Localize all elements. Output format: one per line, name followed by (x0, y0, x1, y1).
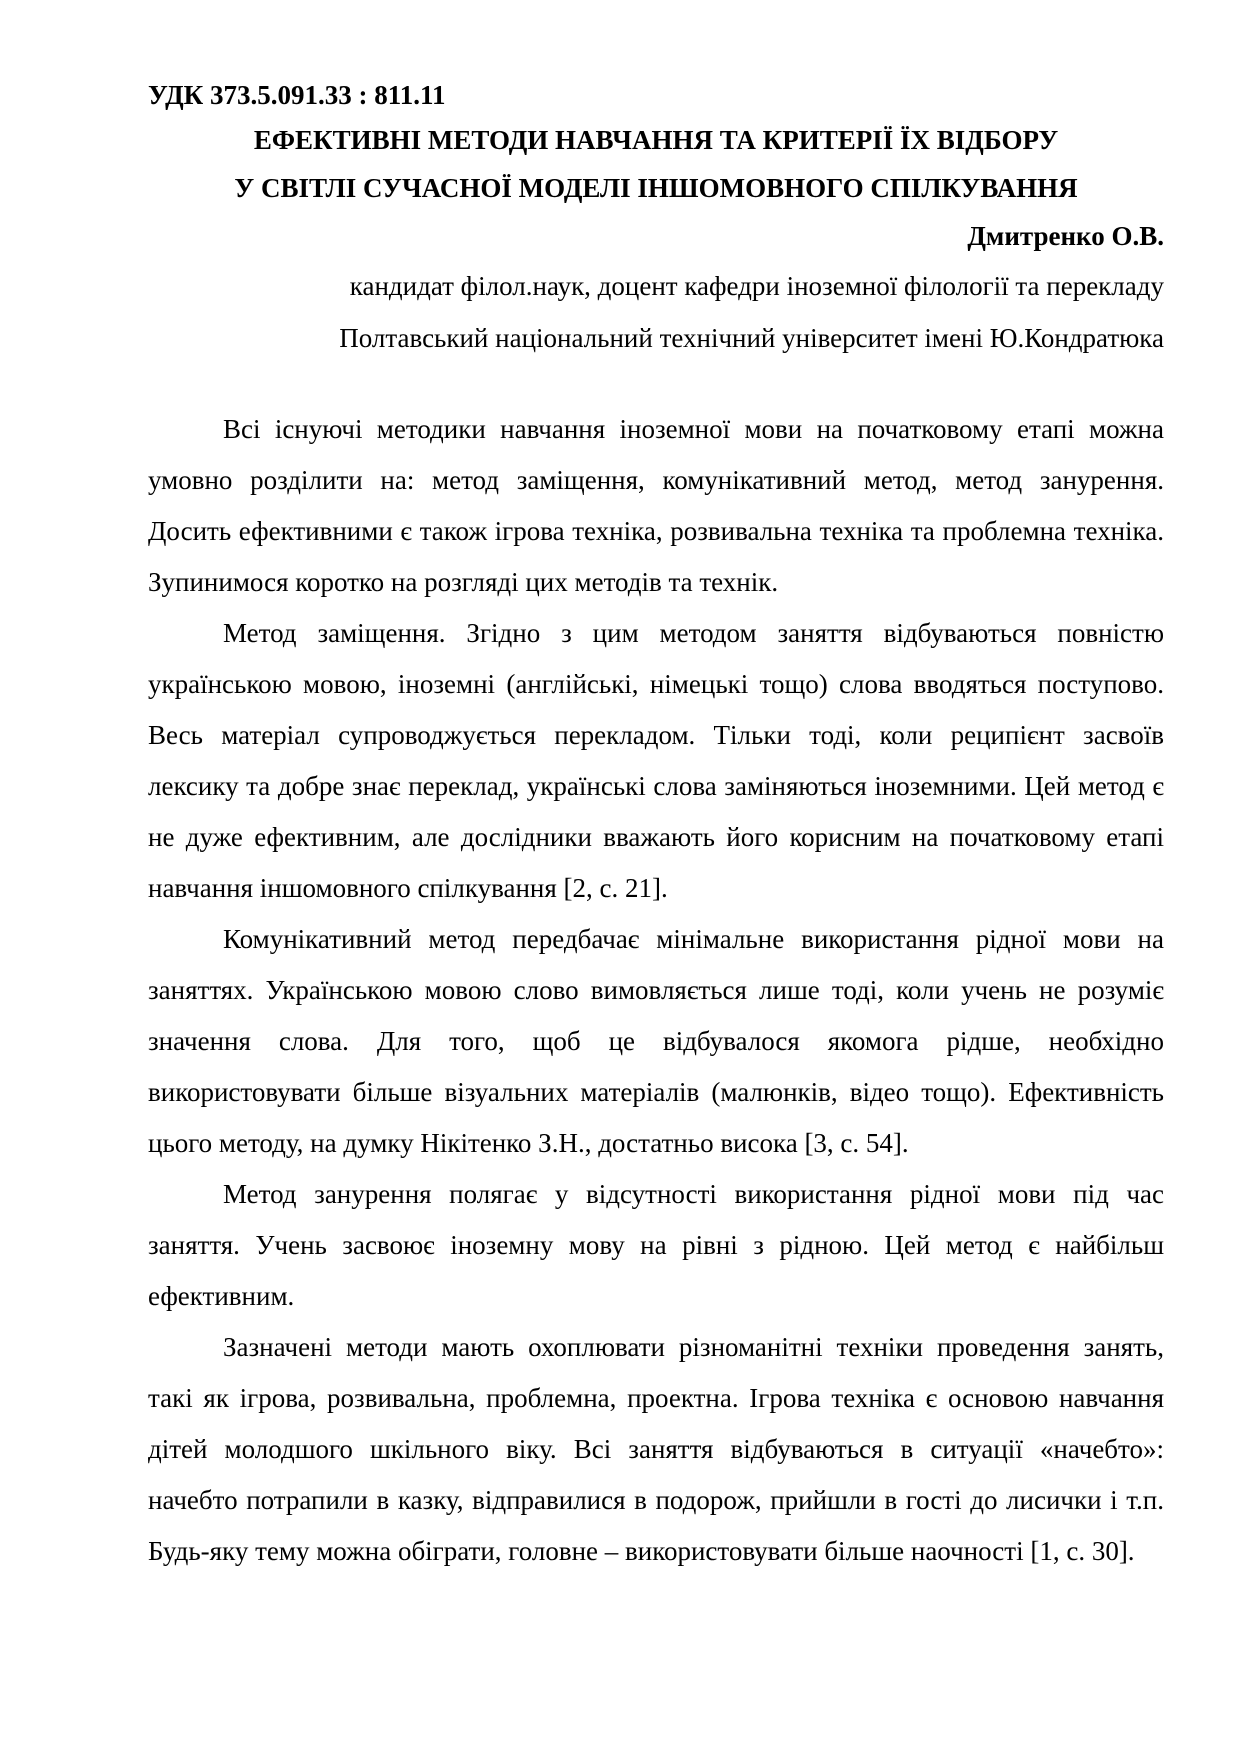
affiliation-line-2: Полтавський національний технічний університет імені Ю.Кондратюка (339, 323, 1164, 353)
title-line-1: ЕФЕКТИВНІ МЕТОДИ НАВЧАННЯ ТА КРИТЕРІЇ ЇХ ВІДБОРУ (253, 125, 1059, 155)
affiliation-line-1: кандидат філол.наук, доцент кафедри іноземної філології та перекладу (349, 271, 1164, 301)
paragraph-4: Метод занурення полягає у відсутності використання рідної мови під час заняття. Учень засвоює іноземну мову на рівні з рідною. Цей метод є найбільш ефективним. (148, 1179, 1164, 1311)
article-body (148, 404, 1164, 1577)
author-affiliation (148, 260, 1164, 364)
paragraph-2: Метод заміщення. Згідно з цим методом заняття відбуваються повністю українською мовою, іноземні (англійські, німецькі тощо) слова вводяться поступово. Весь матеріал супроводжується перекладом. Тільки тоді, коли реципієнт засвоїв лексику та добре знає переклад, українські слова заміняються іноземними. Цей метод є не дуже ефективним, але дослідники вважають його корисним на початковому етапі навчання іншомовного спілкування [2, с. 21]. (148, 618, 1164, 903)
udc-code: УДК 373.5.091.33 : 811.11 (148, 80, 446, 110)
document-page (148, 78, 1164, 1577)
author-name: Дмитренко О.В. (967, 221, 1164, 251)
title-line-2: У СВІТЛІ СУЧАСНОЇ МОДЕЛІ ІНШОМОВНОГО СПІЛКУВАННЯ (234, 173, 1078, 203)
article-title (148, 116, 1164, 212)
paragraph-3: Комунікативний метод передбачає мінімальне використання рідної мови на заняттях. Українською мовою слово вимовляється лише тоді, коли учень не розуміє значення слова. Для того, щоб це відбувалося якомога рідше, необхідно використовувати більше візуальних матеріалів (малюнків, відео тощо). Ефективність цього методу, на думку Нікітенко З.Н., достатньо висока [3, с. 54]. (148, 924, 1164, 1158)
paragraph-1: Всі існуючі методики навчання іноземної мови на початковому етапі можна умовно розділити на: метод заміщення, комунікативний метод, метод занурення. Досить ефективними є також ігрова техніка, розвивальна техніка та проблемна техніка. Зупинимося коротко на розгляді цих методів та технік. (148, 414, 1164, 597)
paragraph-5: Зазначені методи мають охоплювати різноманітні техніки проведення занять, такі як ігрова, розвивальна, проблемна, проектна. Ігрова техніка є основою навчання дітей молодшого шкільного віку. Всі заняття відбуваються в ситуації «начебто»: начебто потрапили в казку, відправилися в подорож, прийшли в гості до лисички і т.п. Будь-яку тему можна обіграти, головне – використовувати більше наочності [1, с. 30]. (148, 1332, 1164, 1566)
